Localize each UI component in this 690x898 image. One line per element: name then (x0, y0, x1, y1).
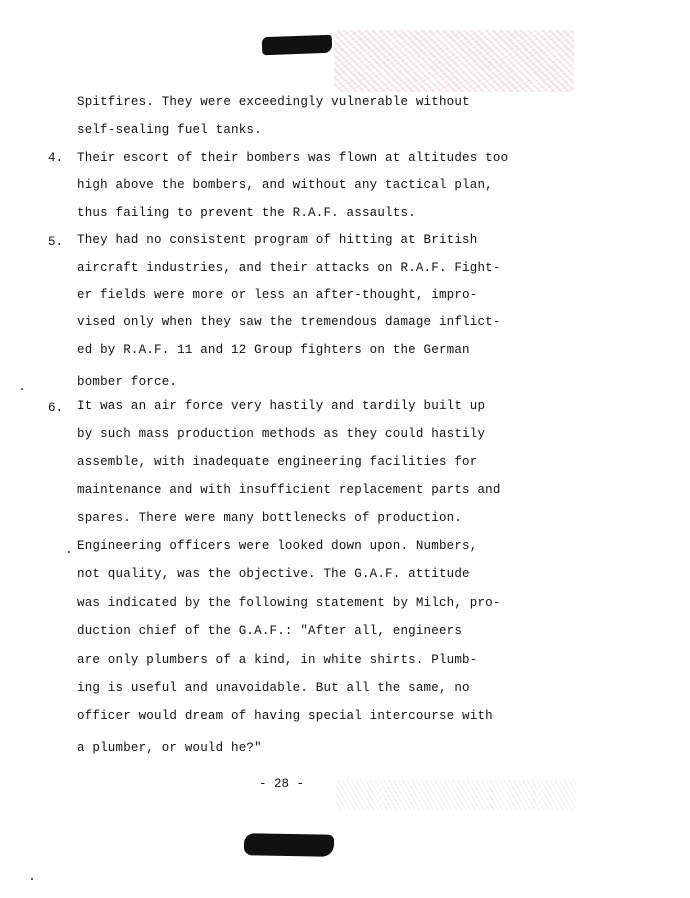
intro-line: Spitfires. They were exceedingly vulnerable without (77, 95, 470, 109)
paragraph-line: ed by R.A.F. 11 and 12 Group fighters on the German (77, 343, 470, 357)
redaction-mark-top (262, 35, 333, 55)
paragraph-line: Engineering officers were looked down upon. Numbers, (77, 539, 478, 553)
paragraph-line: er fields were more or less an after-thought, impro- (77, 288, 478, 302)
paragraph-line: They had no consistent program of hitting at British (77, 233, 478, 247)
intro-line: self-sealing fuel tanks. (77, 123, 262, 137)
paragraph-line: duction chief of the G.A.F.: "After all, engineers (77, 624, 463, 638)
item-number: 6. (48, 401, 64, 415)
redaction-mark-bottom (244, 833, 334, 857)
item-number: 4. (48, 151, 64, 165)
paragraph-line: was indicated by the following statement by Milch, pro- (77, 596, 501, 610)
paragraph-line: vised only when they saw the tremendous damage inflict- (77, 315, 501, 329)
paragraph-line: are only plumbers of a kind, in white shirts. Plumb- (77, 653, 478, 667)
item-number: 5. (48, 235, 64, 249)
scan-speck (68, 551, 70, 553)
paragraph-line: ing is useful and unavoidable. But all the same, no (77, 681, 470, 695)
scan-speck (21, 388, 23, 390)
paragraph-line: maintenance and with insufficient replacement parts and (77, 483, 501, 497)
paragraph-line: aircraft industries, and their attacks on R.A.F. Fight- (77, 261, 501, 275)
paragraph-line: spares. There were many bottlenecks of production. (77, 511, 463, 525)
page-number: - 28 - (259, 777, 305, 791)
paragraph-line: bomber force. (77, 375, 178, 389)
paragraph-line: It was an air force very hastily and tardily built up (77, 399, 486, 413)
paragraph-line: a plumber, or would he?" (77, 741, 262, 755)
paragraph-line: officer would dream of having special intercourse with (77, 709, 493, 723)
scan-speck (31, 878, 33, 880)
paragraph-line: thus failing to prevent the R.A.F. assaults. (77, 206, 416, 220)
paragraph-line: not quality, was the objective. The G.A.F. attitude (77, 567, 470, 581)
paragraph-line: assemble, with inadequate engineering facilities for (77, 455, 478, 469)
paragraph-line: high above the bombers, and without any tactical plan, (77, 178, 493, 192)
paragraph-line: Their escort of their bombers was flown at altitudes too (77, 151, 509, 165)
classification-stamp-top (334, 30, 574, 92)
paragraph-line: by such mass production methods as they could hastily (77, 427, 486, 441)
classification-stamp-bottom (336, 780, 576, 810)
